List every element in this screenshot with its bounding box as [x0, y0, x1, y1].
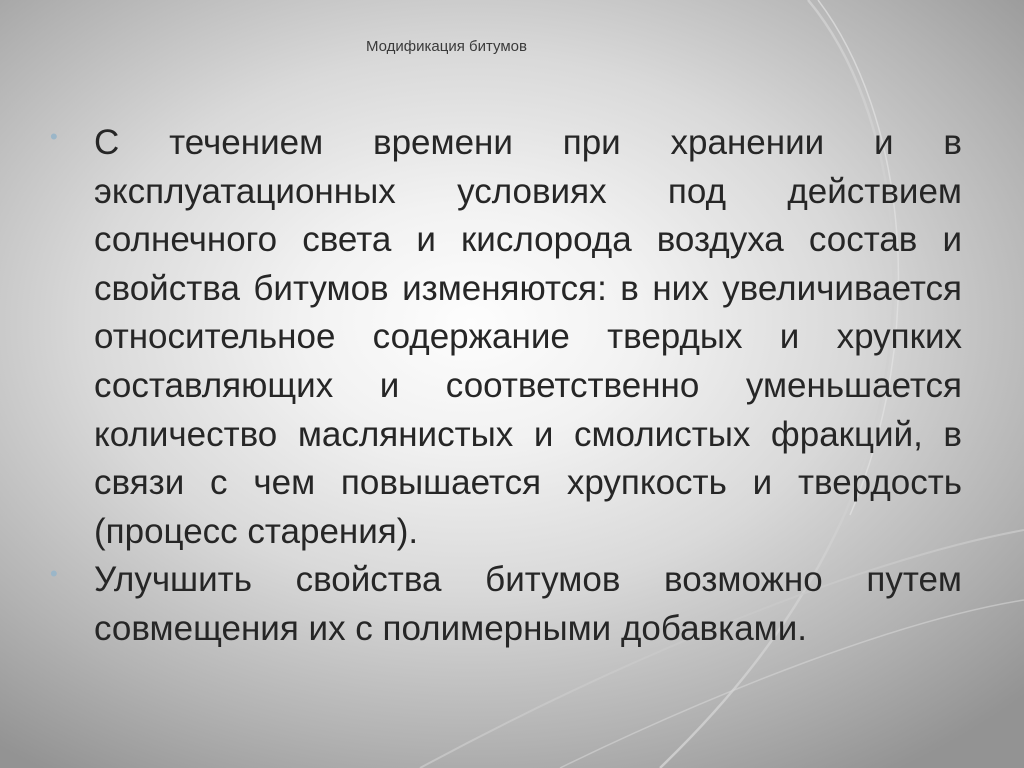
bullet-dot-icon: •	[50, 124, 58, 149]
slide-title: Модификация битумов	[366, 38, 527, 55]
bullet-item-polymer	[50, 556, 962, 653]
bullet-item-aging	[50, 119, 962, 556]
bullet-dot-icon: •	[50, 561, 58, 587]
slide-content	[50, 119, 962, 654]
bullet-text-polymer: Улучшить свойства битумов возможно путем совмещения их с полимерными добавками.	[94, 560, 962, 648]
bullet-text-aging: С течением времени при хранении и в эксплуатационных условиях под действием солнечного света и кислорода воздуха состав и свойства битумов изменяются: в них увеличивается относительное содержание твердых и хрупких составляющих и соответственно уменьшается количество маслянистых и смолистых фракций, в связи с чем повышается хрупкость и твердость (процесс старения).	[94, 123, 962, 551]
